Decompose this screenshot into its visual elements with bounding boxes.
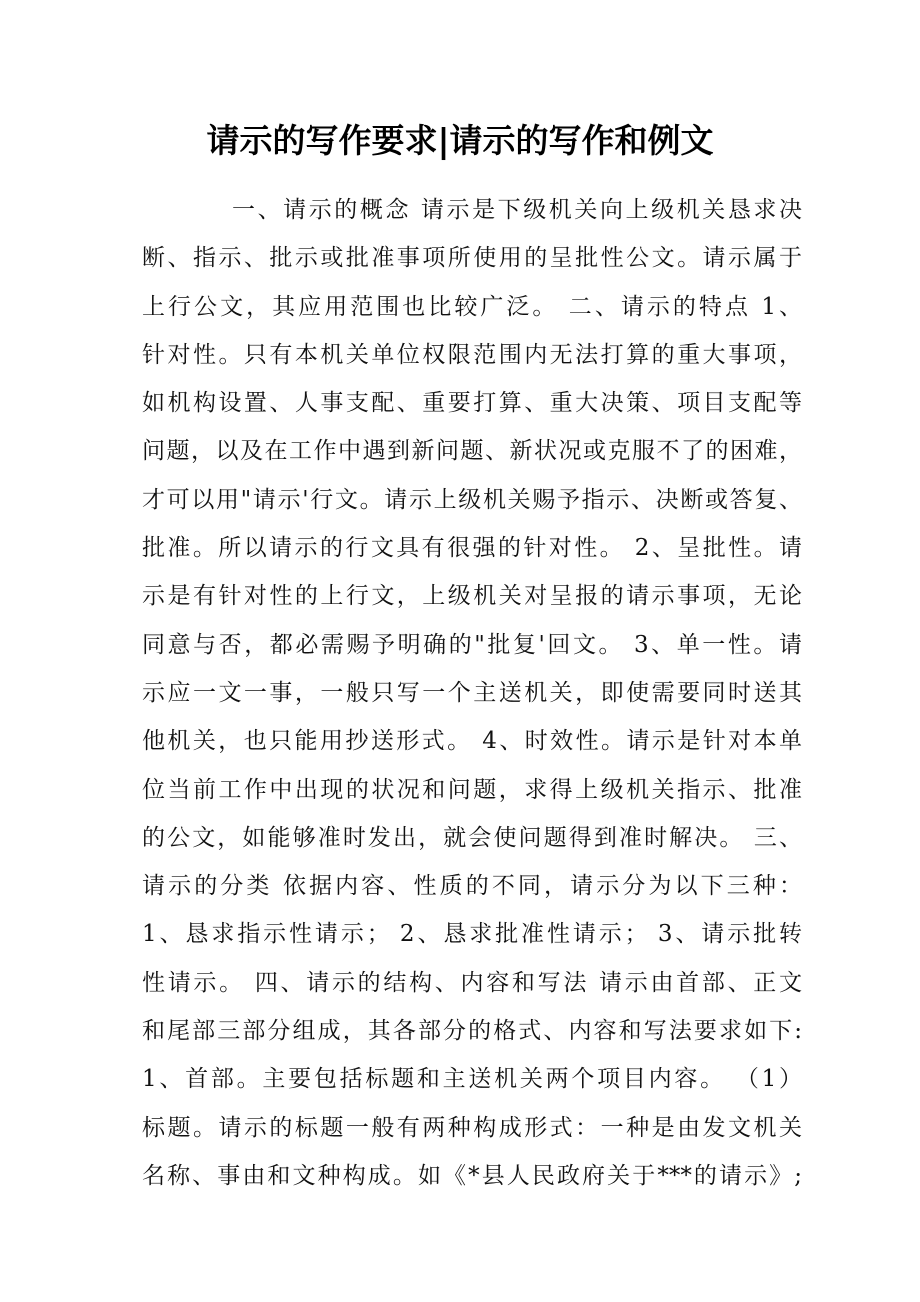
- body-line: 一、请示的概念 请示是下级机关向上级机关恳求决: [232, 197, 802, 223]
- document-body: [142, 186, 802, 1200]
- body-line: 同意与否，都必需赐予明确的"批复'回文。 3、单一性。请: [142, 631, 802, 658]
- body-line: 才可以用"请示'行文。请示上级机关赐予指示、决断或答复、: [142, 486, 802, 513]
- body-line: 1、首部。主要包括标题和主送机关两个项目内容。 （1）: [142, 1066, 802, 1093]
- document-title: 请示的写作要求|请示的写作和例文: [206, 121, 714, 160]
- body-line: 批准。所以请示的行文具有很强的针对性。 2、呈批性。请: [142, 535, 802, 562]
- body-line: 的公文，如能够准时发出，就会使问题得到准时解决。 三、: [142, 824, 802, 851]
- body-line: 位当前工作中出现的状况和问题，求得上级机关指示、批准: [142, 776, 802, 803]
- body-line: 性请示。 四、请示的结构、内容和写法 请示由首部、正文: [142, 969, 802, 996]
- body-line: 针对性。只有本机关单位权限范围内无法打算的重大事项，: [142, 341, 802, 368]
- body-line: 他机关，也只能用抄送形式。 4、时效性。请示是针对本单: [142, 728, 802, 755]
- body-line: 示是有针对性的上行文，上级机关对呈报的请示事项，无论: [142, 583, 802, 610]
- body-line: 和尾部三部分组成，其各部分的格式、内容和写法要求如下:: [142, 1018, 802, 1045]
- body-line: 名称、事由和文种构成。如《*县人民政府关于***的请示》;: [142, 1162, 802, 1189]
- body-line: 1、恳求指示性请示； 2、恳求批准性请示； 3、请示批转: [142, 921, 802, 948]
- body-line: 问题，以及在工作中遇到新问题、新状况或克服不了的困难，: [142, 438, 802, 465]
- body-line: 请示的分类 依据内容、性质的不同，请示分为以下三种：: [142, 873, 802, 900]
- body-line: 断、指示、批示或批准事项所使用的呈批性公文。请示属于: [142, 245, 802, 272]
- body-line: 如机构设置、人事支配、重要打算、重大决策、项目支配等: [142, 390, 802, 417]
- body-line: 示应一文一事，一般只写一个主送机关，即使需要同时送其: [142, 679, 802, 706]
- body-line: 上行公文，其应用范围也比较广泛。 二、请示的特点 1、: [142, 293, 802, 320]
- body-line: 标题。请示的标题一般有两种构成形式：一种是由发文机关: [142, 1114, 802, 1141]
